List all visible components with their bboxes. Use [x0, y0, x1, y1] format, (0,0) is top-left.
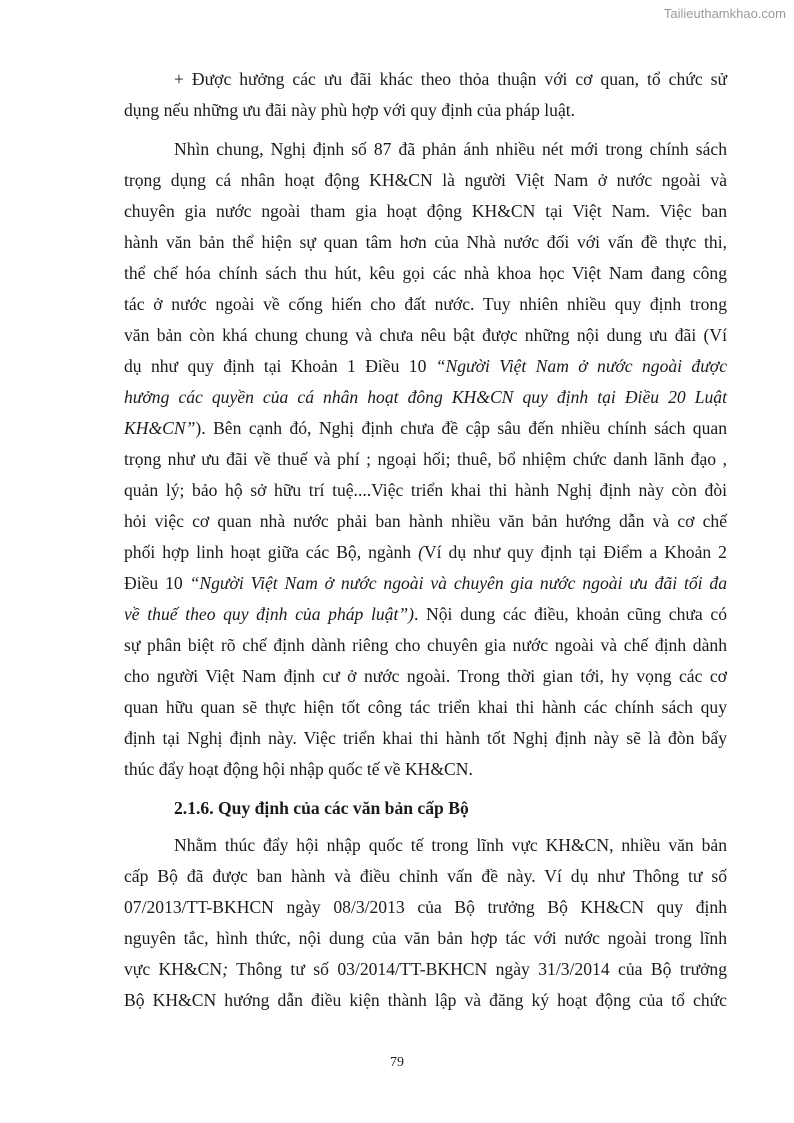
paragraph-ministry-documents — [124, 830, 727, 1016]
text-run: ; — [222, 959, 228, 979]
document-page — [124, 64, 727, 1016]
text-line: cho người Việt Nam định cư ở nước ngoài. Trong thời gian tới, hy vọng các cơ — [124, 666, 727, 686]
paragraph-decree-87 — [124, 134, 727, 785]
text-line — [124, 568, 727, 599]
text-line: văn bản còn khá chung chung và chưa nêu bật được những nội dung ưu đãi (Ví — [124, 325, 727, 345]
quote-text: “Người Việt Nam ở nước ngoài được — [435, 356, 728, 376]
quote-line: hưởng các quyền của cá nhân hoạt đông KH&CN quy định tại Điều 20 Luật — [124, 387, 727, 407]
text-line: sự phân biệt rõ chế định dành riêng cho chuyên gia nước ngoài và chế định dành — [124, 635, 727, 655]
page-number: 79 — [390, 1055, 404, 1070]
text-line: dụng nếu những ưu đãi này phù hợp với quy định của pháp luật. — [124, 100, 576, 120]
text-line: + Được hưởng các ưu đãi khác theo thỏa thuận với cơ quan, tổ chức sử — [174, 69, 727, 89]
text-line: thúc đẩy hoạt động hội nhập quốc tế về KH&CN. — [124, 759, 473, 779]
text-run: vực KH&CN — [124, 959, 223, 979]
text-line: định tại Nghị định này. Việc triển khai thi hành tốt Nghị định này sẽ là đòn bẩy — [124, 728, 727, 748]
text-line: 07/2013/TT-BKHCN ngày 08/3/2013 của Bộ trưởng Bộ KH&CN quy định — [124, 897, 727, 917]
text-line: quản lý; bảo hộ sở hữu trí tuệ....Việc triển khai thi hành Nghị định này còn đòi — [124, 480, 727, 500]
text-line: trọng như ưu đãi về thuế và phí ; ngoại hối; thuê, bổ nhiệm chức danh lãnh đạo , — [124, 449, 727, 469]
quote-text: KH&CN” — [124, 418, 196, 438]
text-line: thể chế hóa chính sách thu hút, kêu gọi các nhà khoa học Việt Nam đang công — [124, 263, 727, 283]
text-run: dụ như quy định tại Khoản 1 Điều 10 — [124, 356, 436, 376]
text-line: chuyên gia nước ngoài tham gia hoạt động KH&CN tại Việt Nam. Việc ban — [124, 201, 727, 221]
text-run: . Nội dung các điều, khoản cũng chưa có — [414, 604, 727, 624]
text-line: Nhằm thúc đẩy hội nhập quốc tế trong lĩnh vực KH&CN, nhiều văn bản — [174, 835, 727, 855]
text-run: phối hợp linh hoạt giữa các Bộ, ngành — [124, 542, 419, 562]
text-line: hành văn bản thể hiện sự quan tâm hơn của Nhà nước đối với vấn đề thực thi, — [124, 232, 727, 252]
text-line — [124, 413, 727, 444]
text-line — [124, 954, 727, 985]
text-line: Bộ KH&CN hướng dẫn điều kiện thành lập và đăng ký hoạt động của tổ chức — [124, 990, 727, 1010]
text-run: Điều 10 — [124, 573, 190, 593]
text-line — [124, 351, 727, 382]
text-line — [124, 599, 727, 630]
text-run: Thông tư số 03/2014/TT-BKHCN ngày 31/3/2014 của Bộ trưởng — [227, 959, 727, 979]
watermark: Tailieuthamkhao.com — [663, 6, 786, 21]
text-line: tác ở nước ngoài về cống hiến cho đất nước. Tuy nhiên nhiều quy định trong — [124, 294, 727, 314]
text-run: ( — [418, 542, 424, 562]
text-line: Nhìn chung, Nghị định số 87 đã phản ánh nhiều nét mới trong chính sách — [174, 139, 727, 159]
quote-text: về thuế theo quy định của pháp luật”) — [124, 604, 414, 624]
text-line: nguyên tắc, hình thức, nội dung của văn bản hợp tác với nước ngoài trong lĩnh — [124, 928, 727, 948]
quote-text: “Người Việt Nam ở nước ngoài và chuyên gia nước ngoài ưu đãi tối đa — [189, 573, 728, 593]
text-line: quan hữu quan sẽ thực hiện tốt công tác triển khai thi hành các chính sách quy — [124, 697, 727, 717]
text-line — [124, 537, 727, 568]
text-line: hỏi việc cơ quan nhà nước phải ban hành nhiều văn bản hướng dẫn và cơ chế — [124, 511, 727, 531]
text-run: Ví dụ như quy định tại Điểm a Khoản 2 — [423, 542, 727, 562]
paragraph-benefits — [124, 64, 727, 126]
text-line: trọng dụng cá nhân hoạt động KH&CN là người Việt Nam ở nước ngoài và — [124, 170, 727, 190]
text-line: cấp Bộ đã được ban hành và điều chỉnh vấn đề này. Ví dụ như Thông tư số — [124, 866, 727, 886]
section-heading: 2.1.6. Quy định của các văn bản cấp Bộ — [174, 798, 469, 818]
text-run: ). Bên cạnh đó, Nghị định chưa đề cập sâu đến nhiều chính sách quan — [195, 418, 727, 438]
